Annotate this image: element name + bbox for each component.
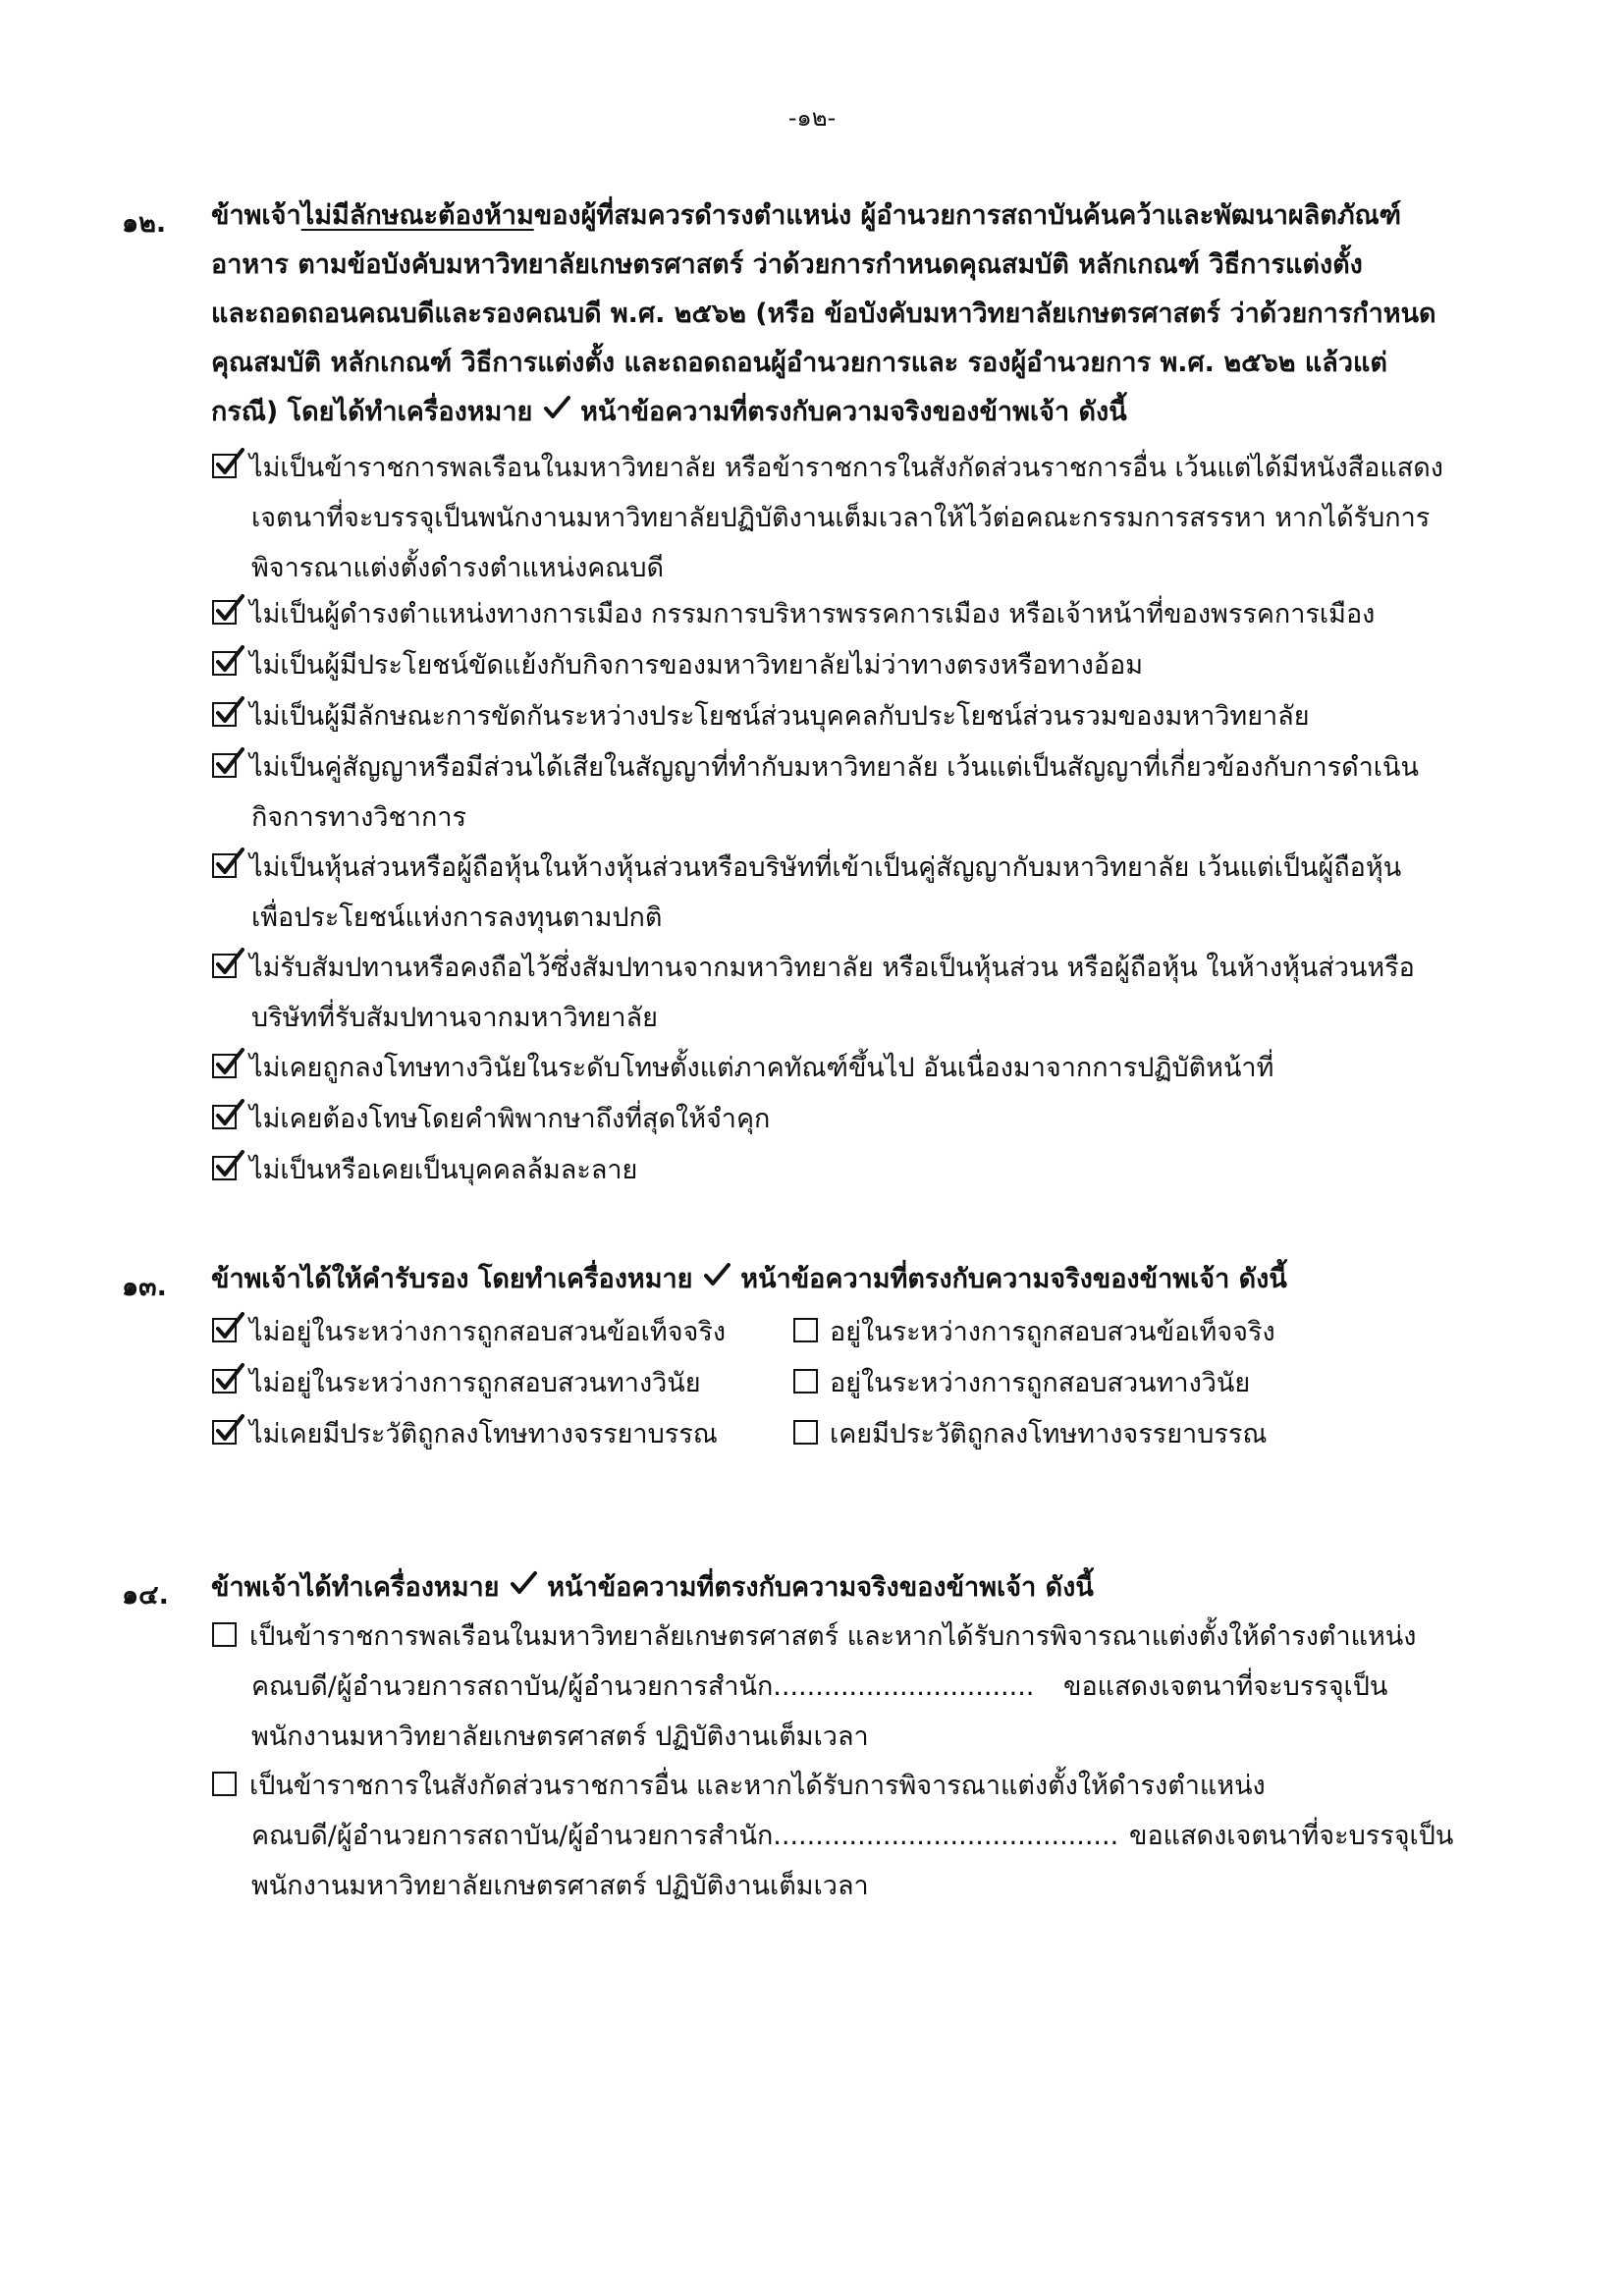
checkmark-icon bbox=[213, 592, 246, 626]
section-12-line-3: และถอดถอนคณบดีและรองคณบดี พ.ศ. ๒๕๖๒ (หรือ ข้อบังคับมหาวิทยาลัยเกษตรศาสตร์ ว่าด้วยการกำหนด bbox=[211, 299, 1436, 329]
page-number: -๑๒- bbox=[787, 104, 837, 132]
checked-checkbox[interactable] bbox=[212, 1369, 237, 1394]
section-14-number: ๑๔. bbox=[122, 1580, 169, 1611]
option-text-line: คณบดี/ผู้อำนวยการสถาบัน/ผู้อำนวยการสำนัก............................... bbox=[251, 1671, 1035, 1702]
checkmark-icon bbox=[213, 643, 246, 677]
checklist-item-text: ไม่เป็นข้าราชการพลเรือนในมหาวิทยาลัย หรือข้าราชการในสังกัดส่วนราชการอื่น เว้นแต่ได้มีหนังสือแสดง bbox=[249, 453, 1443, 483]
checklist-item-text: ไม่เป็นผู้ดำรงตำแหน่งทางการเมือง กรรมการบริหารพรรคการเมือง หรือเจ้าหน้าที่ของพรรคการเมือง bbox=[249, 599, 1376, 629]
checked-checkbox[interactable] bbox=[212, 1420, 237, 1445]
checked-checkbox[interactable] bbox=[212, 1105, 237, 1129]
section-12-line-5 bbox=[211, 389, 1127, 436]
checklist-item-text: ไม่เป็นหรือเคยเป็นบุคคลล้มละลาย bbox=[249, 1155, 638, 1185]
checked-checkbox[interactable] bbox=[212, 954, 237, 978]
checked-checkbox[interactable] bbox=[212, 1054, 237, 1078]
checked-checkbox[interactable] bbox=[212, 702, 237, 727]
checklist-item-text: กิจการทางวิชาการ bbox=[251, 802, 466, 833]
checked-checkbox[interactable] bbox=[212, 1318, 237, 1342]
checked-checkbox[interactable] bbox=[212, 1156, 237, 1180]
option-text-line: ขอแสดงเจตนาที่จะบรรจุเป็น bbox=[1063, 1671, 1388, 1702]
option-text-line: คณบดี/ผู้อำนวยการสถาบัน/ผู้อำนวยการสำนัก......................................... bbox=[251, 1821, 1119, 1851]
section-13-heading bbox=[211, 1256, 1287, 1303]
option-text-line: พนักงานมหาวิทยาลัยเกษตรศาสตร์ ปฏิบัติงานเต็มเวลา bbox=[251, 1722, 869, 1752]
option-label: ไม่อยู่ในระหว่างการถูกสอบสวนข้อเท็จจริง bbox=[249, 1317, 727, 1347]
option-label: ไม่อยู่ในระหว่างการถูกสอบสวนทางวินัย bbox=[249, 1368, 701, 1398]
option-label: อยู่ในระหว่างการถูกสอบสวนข้อเท็จจริง bbox=[830, 1317, 1275, 1347]
checkmark-icon bbox=[213, 946, 246, 979]
checklist-item-text: ไม่เคยต้องโทษโดยคำพิพากษาถึงที่สุดให้จำคุก bbox=[249, 1104, 771, 1134]
option-text-line: ขอแสดงเจตนาที่จะบรรจุเป็น bbox=[1129, 1821, 1454, 1851]
checked-checkbox[interactable] bbox=[212, 853, 237, 878]
checkmark-icon bbox=[213, 745, 246, 779]
checklist-item-text: ไม่เป็นคู่สัญญาหรือมีส่วนได้เสียในสัญญาที่ทำกับมหาวิทยาลัย เว้นแต่เป็นสัญญาที่เกี่ยวข้องกับการดำเนิน bbox=[249, 752, 1419, 783]
option-label: ไม่เคยมีประวัติถูกลงโทษทางจรรยาบรรณ bbox=[249, 1419, 718, 1449]
checklist-item-text: เพื่อประโยชน์แห่งการลงทุนตามปกติ bbox=[251, 902, 663, 933]
section-14-heading-after: หน้าข้อความที่ตรงกับความจริงของข้าพเจ้า ดังนี้ bbox=[547, 1572, 1094, 1603]
section-12-line-5-after: หน้าข้อความที่ตรงกับความจริงของข้าพเจ้า ดังนี้ bbox=[580, 397, 1127, 427]
checked-checkbox[interactable] bbox=[212, 454, 237, 478]
checkmark-icon bbox=[509, 1568, 538, 1598]
section-13-number: ๑๓. bbox=[122, 1272, 167, 1302]
section-12-line-2: อาหาร ตามข้อบังคับมหาวิทยาลัยเกษตรศาสตร์ ว่าด้วยการกำหนดคุณสมบัติ หลักเกณฑ์ วิธีการแต่งตั้ง bbox=[211, 249, 1363, 280]
unchecked-checkbox[interactable] bbox=[793, 1420, 818, 1445]
checkmark-icon bbox=[702, 1260, 731, 1289]
checklist-item-text: ไม่เป็นหุ้นส่วนหรือผู้ถือหุ้นในห้างหุ้นส่วนหรือบริษัทที่เข้าเป็นคู่สัญญากับมหาวิทยาลัย เว้นแต่เป็นผู้ถือหุ้น bbox=[249, 852, 1402, 883]
checklist-item-text: พิจารณาแต่งตั้งดำรงตำแหน่งคณบดี bbox=[251, 553, 665, 583]
checkmark-icon bbox=[213, 446, 246, 479]
section-12-line-1-after: ของผู้ที่สมควรดำรงตำแหน่ง ผู้อำนวยการสถาบันค้นคว้าและพัฒนาผลิตภัณฑ์ bbox=[533, 200, 1402, 231]
unchecked-checkbox[interactable] bbox=[793, 1369, 818, 1394]
checklist-item-text: ไม่เป็นผู้มีประโยชน์ขัดแย้งกับกิจการของมหาวิทยาลัยไม่ว่าทางตรงหรือทางอ้อม bbox=[249, 650, 1143, 681]
checked-checkbox[interactable] bbox=[212, 651, 237, 676]
checked-checkbox[interactable] bbox=[212, 600, 237, 625]
unchecked-checkbox[interactable] bbox=[212, 1622, 237, 1647]
checklist-item-text: บริษัทที่รับสัมปทานจากมหาวิทยาลัย bbox=[251, 1003, 658, 1033]
checkmark-icon bbox=[213, 1412, 246, 1446]
section-12-line-5-before: กรณี) โดยได้ทำเครื่องหมาย bbox=[211, 397, 533, 427]
checked-checkbox[interactable] bbox=[212, 753, 237, 778]
section-12-number: ๑๒. bbox=[122, 208, 167, 239]
checklist-item-text: ไม่รับสัมปทานหรือคงถือไว้ซึ่งสัมปทานจากมหาวิทยาลัย หรือเป็นหุ้นส่วน หรือผู้ถือหุ้น ในห้างหุ้นส่วนหรือ bbox=[249, 953, 1415, 983]
section-12-line-1-before: ข้าพเจ้า bbox=[211, 200, 301, 231]
section-13-heading-after: หน้าข้อความที่ตรงกับความจริงของข้าพเจ้า ดังนี้ bbox=[740, 1264, 1287, 1294]
section-14-heading-before: ข้าพเจ้าได้ทำเครื่องหมาย bbox=[211, 1572, 500, 1603]
checkmark-icon bbox=[213, 694, 246, 728]
checkmark-icon bbox=[542, 393, 571, 422]
option-label: อยู่ในระหว่างการถูกสอบสวนทางวินัย bbox=[830, 1368, 1251, 1398]
section-12-line-1-underlined: ไม่มีลักษณะต้องห้าม bbox=[300, 200, 534, 231]
unchecked-checkbox[interactable] bbox=[212, 1772, 237, 1796]
option-text-line: เป็นข้าราชการพลเรือนในมหาวิทยาลัยเกษตรศาสตร์ และหากได้รับการพิจารณาแต่งตั้งให้ดำรงตำแหน่ง bbox=[249, 1621, 1417, 1652]
checklist-item-text: ไม่เคยถูกลงโทษทางวินัยในระดับโทษตั้งแต่ภาคทัณฑ์ขึ้นไป อันเนื่องมาจากการปฏิบัติหน้าที่ bbox=[249, 1053, 1274, 1083]
checkmark-icon bbox=[213, 1310, 246, 1343]
option-text-line: เป็นข้าราชการในสังกัดส่วนราชการอื่น และหากได้รับการพิจารณาแต่งตั้งให้ดำรงตำแหน่ง bbox=[249, 1771, 1266, 1801]
checkmark-icon bbox=[213, 1148, 246, 1181]
option-text-line: พนักงานมหาวิทยาลัยเกษตรศาสตร์ ปฏิบัติงานเต็มเวลา bbox=[251, 1871, 869, 1901]
section-12-line-4: คุณสมบัติ หลักเกณฑ์ วิธีการแต่งตั้ง และถอดถอนผู้อำนวยการและ รองผู้อำนวยการ พ.ศ. ๒๕๖๒ แล้วแต่ bbox=[211, 348, 1387, 378]
checklist-item-text: ไม่เป็นผู้มีลักษณะการขัดกันระหว่างประโยชน์ส่วนบุคคลกับประโยชน์ส่วนรวมของมหาวิทยาลัย bbox=[249, 701, 1310, 732]
section-14-heading bbox=[211, 1564, 1094, 1612]
checkmark-icon bbox=[213, 846, 246, 879]
checkmark-icon bbox=[213, 1046, 246, 1079]
option-label: เคยมีประวัติถูกลงโทษทางจรรยาบรรณ bbox=[830, 1419, 1268, 1449]
checkmark-icon bbox=[213, 1361, 246, 1394]
section-12-line-1 bbox=[211, 192, 1401, 240]
checklist-item-text: เจตนาที่จะบรรจุเป็นพนักงานมหาวิทยาลัยปฏิบัติงานเต็มเวลาให้ไว้ต่อคณะกรรมการสรรหา หากได้รับการ bbox=[251, 503, 1431, 533]
section-13-heading-before: ข้าพเจ้าได้ให้คำรับรอง โดยทำเครื่องหมาย bbox=[211, 1264, 693, 1294]
unchecked-checkbox[interactable] bbox=[793, 1318, 818, 1342]
checkmark-icon bbox=[213, 1097, 246, 1130]
